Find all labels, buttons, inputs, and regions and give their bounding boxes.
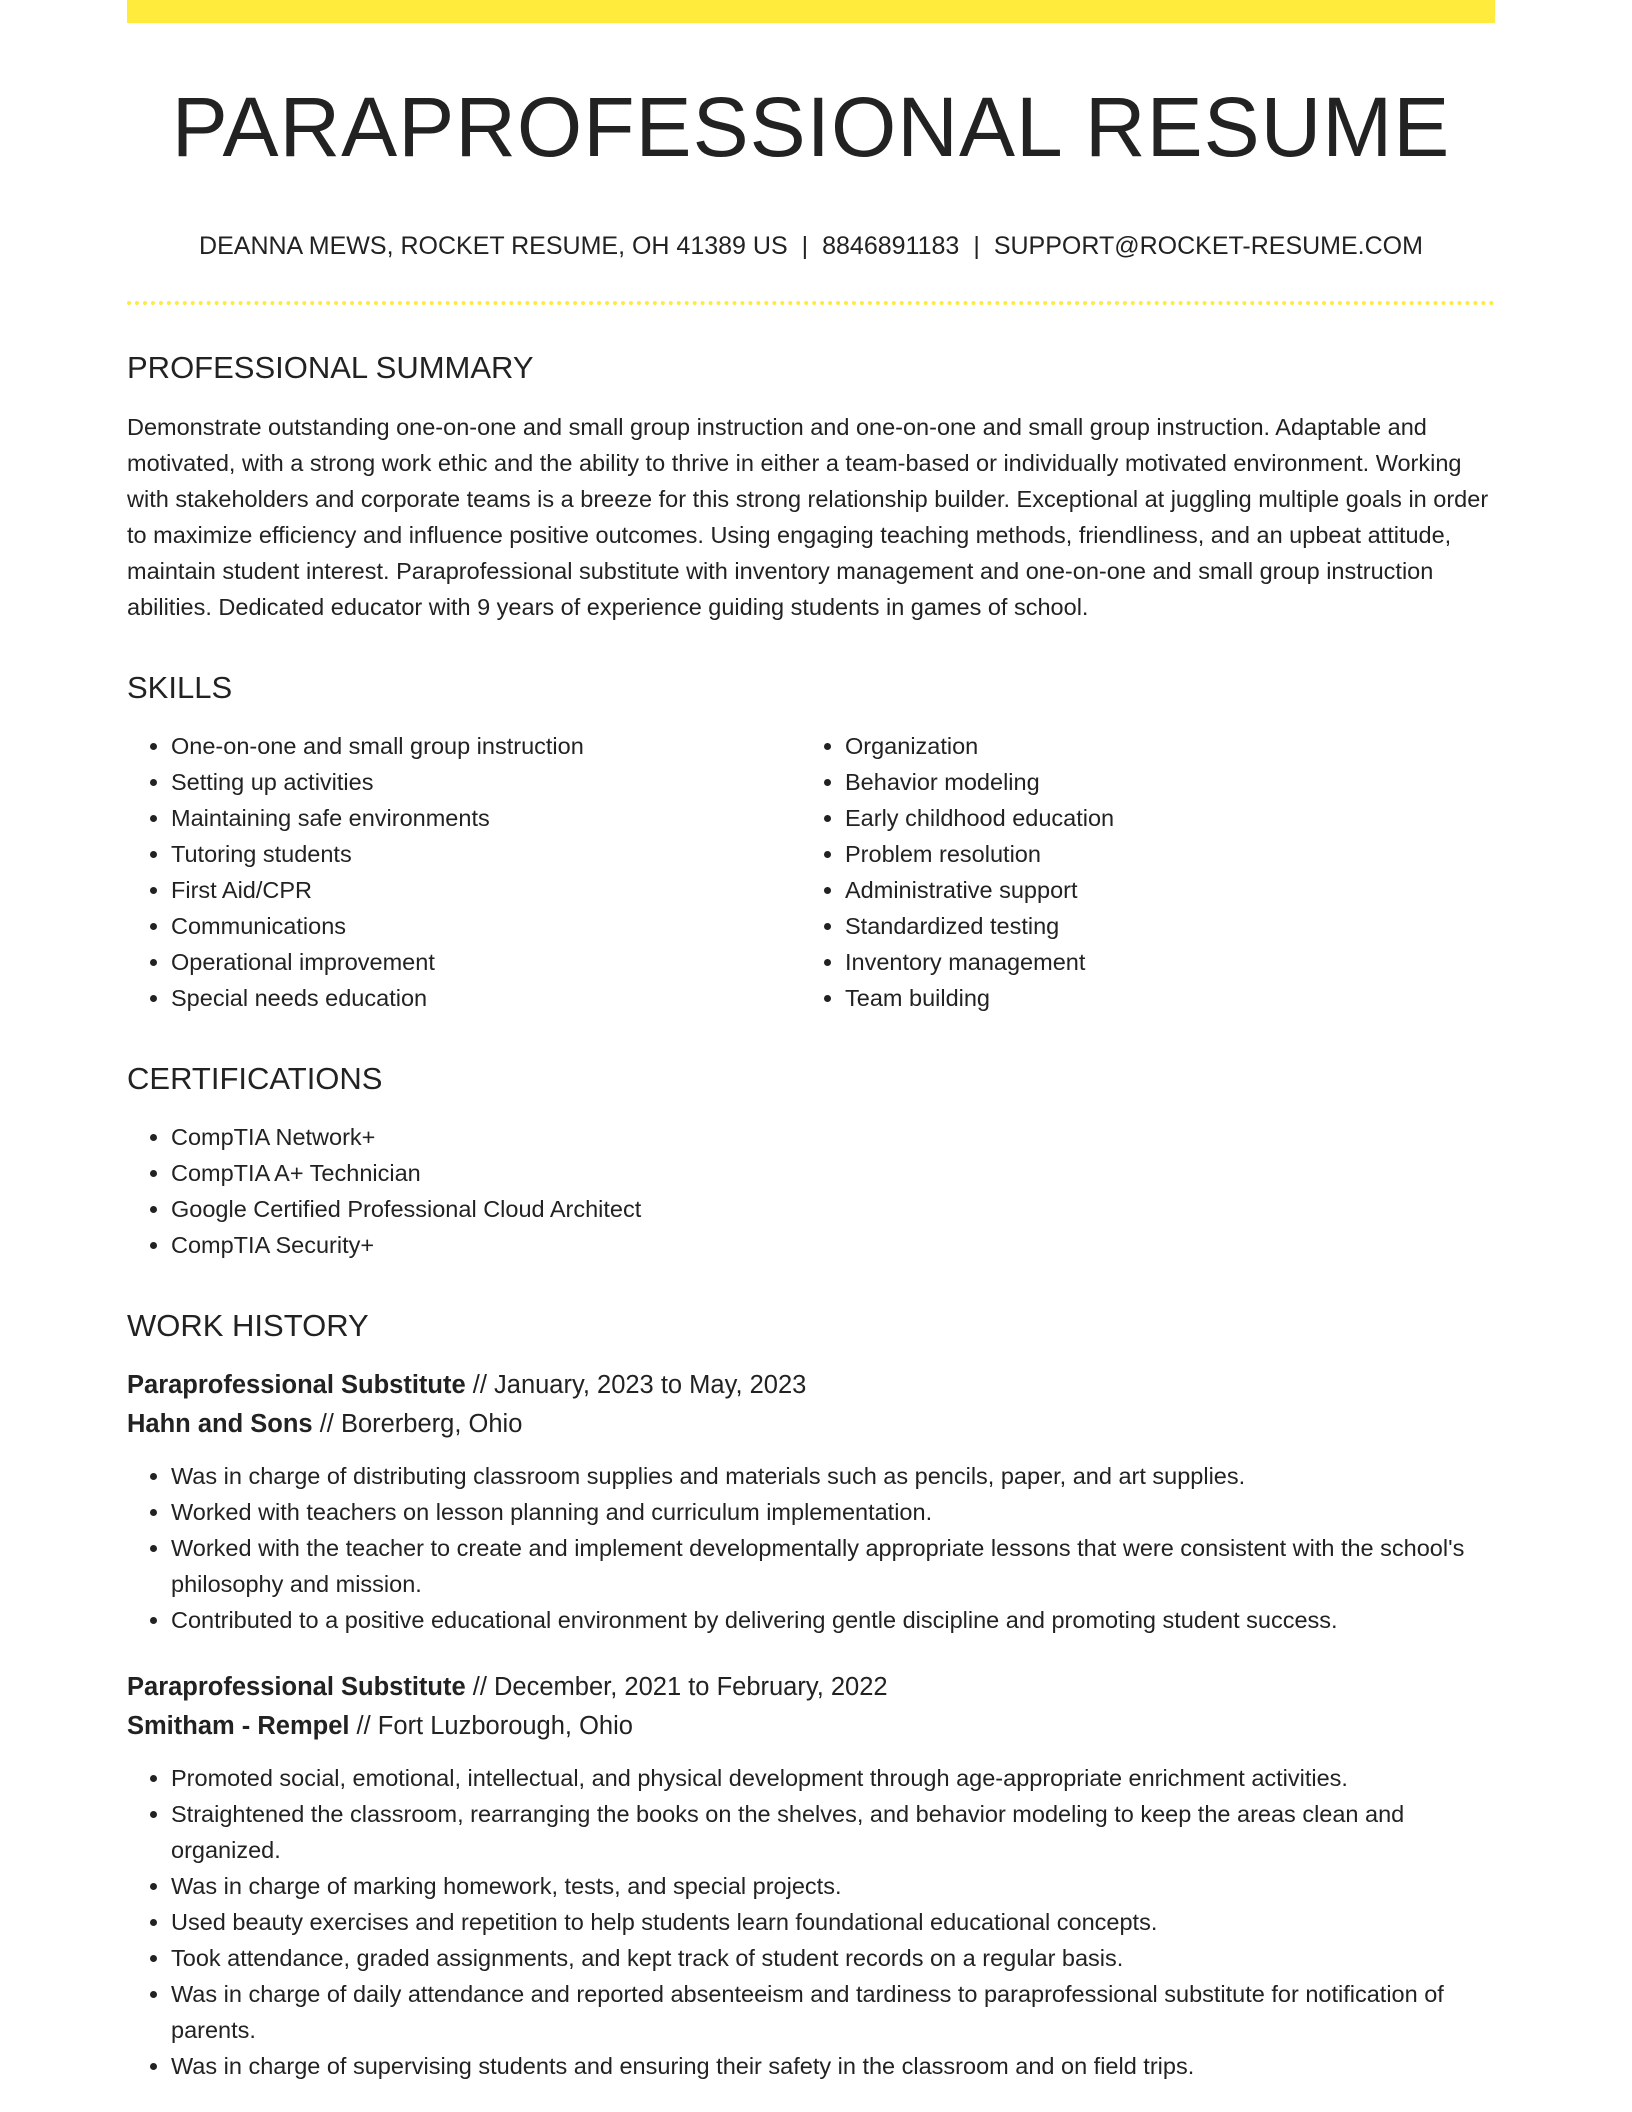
job-duty-item: • Contributed to a positive educational environment by delivering gentle discipline and promoting student success. [171,1602,1495,1638]
contact-phone: 8846891183 [822,232,960,261]
contact-email: SUPPORT@ROCKET-RESUME.COM [993,232,1423,261]
skill-item: • Communications [171,908,801,944]
resume-page [127,0,1495,2084]
section-heading-skills: SKILLS [127,669,233,705]
certification-item: • CompTIA Security+ [171,1227,1495,1263]
job-duty-item: • Used beauty exercises and repetition to help students learn foundational educational concepts. [171,1904,1495,1940]
certification-item: • CompTIA Network+ [171,1119,1495,1155]
section-heading-summary: PROFESSIONAL SUMMARY [127,350,534,386]
job-duties-list [127,1760,1495,2084]
job-dates: // December, 2021 to February, 2022 [465,1673,888,1702]
job-duty-item: • Worked with the teacher to create and implement developmentally appropriate lessons that were consistent with the school's philosophy and mission. [171,1530,1495,1602]
skill-item: • Early childhood education [845,800,1475,836]
job-entry [127,1668,1495,2084]
skills-list-right [801,728,1475,1016]
job-duty-item: • Was in charge of marking homework, tests, and special projects. [171,1868,1495,1904]
job-dates: // January, 2023 to May, 2023 [465,1371,807,1400]
job-title: Paraprofessional Substitute [127,1371,466,1400]
skill-item: • Organization [845,728,1475,764]
job-company: Smitham - Rempel [127,1712,350,1741]
certification-item: • Google Certified Professional Cloud Architect [171,1191,1495,1227]
job-title-line [127,1366,1495,1405]
job-duty-item: • Was in charge of distributing classroom supplies and materials such as pencils, paper, and art supplies. [171,1458,1495,1494]
skills-list-left [127,728,801,1016]
work-history-section [127,1307,1495,2084]
job-title: Paraprofessional Substitute [127,1673,466,1702]
job-company-line [127,1405,1495,1444]
job-location: // Fort Luzborough, Ohio [349,1712,633,1741]
skill-item: • Special needs education [171,980,801,1016]
skill-item: • Administrative support [845,872,1475,908]
skill-item: • First Aid/CPR [171,872,801,908]
job-duty-item: • Straightened the classroom, rearranging the books on the shelves, and behavior modeling to keep the areas clean and organized. [171,1796,1495,1868]
skill-item: • Maintaining safe environments [171,800,801,836]
certification-item: • CompTIA A+ Technician [171,1155,1495,1191]
resume-title: PARAPROFESSIONAL RESUME [171,80,1451,174]
skill-item: • Standardized testing [845,908,1475,944]
skill-item: • Behavior modeling [845,764,1475,800]
certifications-section [127,1060,1495,1263]
job-entry [127,1366,1495,1638]
skills-section [127,669,1495,1016]
contact-line [127,231,1495,261]
skill-item: • Operational improvement [171,944,801,980]
section-heading-work-history: WORK HISTORY [127,1307,369,1343]
job-company: Hahn and Sons [127,1410,313,1439]
skill-item: • Problem resolution [845,836,1475,872]
section-heading-certifications: CERTIFICATIONS [127,1060,383,1096]
contact-separator: | [801,232,809,261]
skill-item: • Setting up activities [171,764,801,800]
skills-grid [127,728,1495,1016]
job-duty-item: • Took attendance, graded assignments, and kept track of student records on a regular basis. [171,1940,1495,1976]
job-duty-item: • Was in charge of supervising students and ensuring their safety in the classroom and on field trips. [171,2048,1495,2084]
summary-text: Demonstrate outstanding one-on-one and small group instruction and one-on-one and small group instruction. Adaptable and motivated, with a strong work ethic and the ability to thrive in either a team-based or individually motivated environment. Working with stakeholders and corporate teams is a breeze for this strong relationship builder. Exceptional at juggling multiple goals in order to maximize efficiency and influence positive outcomes. Using engaging teaching methods, friendliness, and an upbeat attitude, maintain student interest. Paraprofessional substitute with inventory management and one-on-one and small group instruction abilities. Dedicated educator with 9 years of experience guiding students in games of school. [127,413,1489,620]
job-company-line [127,1707,1495,1746]
job-location: // Borerberg, Ohio [312,1410,523,1439]
job-duty-item: • Was in charge of daily attendance and reported absenteeism and tardiness to paraprofessional substitute for notification of parents. [171,1976,1495,2048]
skill-item: • Tutoring students [171,836,801,872]
job-duties-list [127,1458,1495,1638]
contact-address: DEANNA MEWS, ROCKET RESUME, OH 41389 US [199,232,788,261]
job-duty-item: • Worked with teachers on lesson planning and curriculum implementation. [171,1494,1495,1530]
skill-item: • One-on-one and small group instruction [171,728,801,764]
skill-item: • Inventory management [845,944,1475,980]
job-duty-item: • Promoted social, emotional, intellectual, and physical development through age-appropriate enrichment activities. [171,1760,1495,1796]
accent-top-bar [127,0,1495,23]
certifications-list [127,1119,1495,1263]
skill-item: • Team building [845,980,1475,1016]
summary-section [127,349,1495,624]
contact-separator: | [973,232,980,261]
dotted-divider [127,301,1495,305]
job-title-line [127,1668,1495,1707]
